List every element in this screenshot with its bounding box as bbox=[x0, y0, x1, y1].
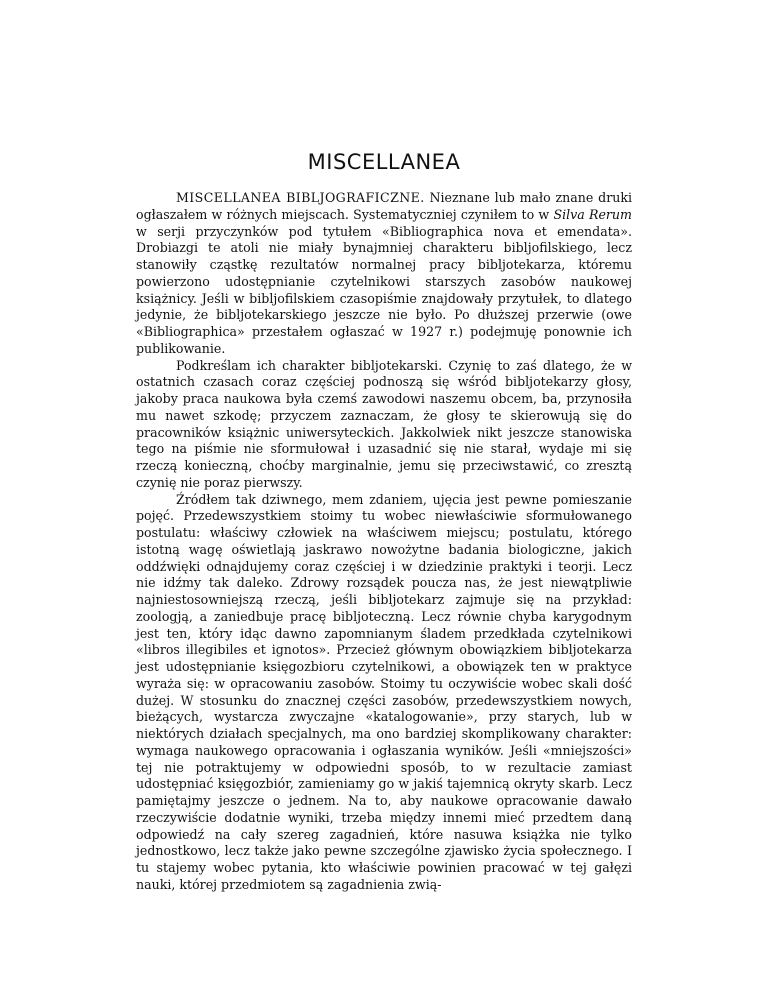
paragraph-1 bbox=[136, 190, 632, 358]
periodical-title: Silva Rerum bbox=[553, 206, 632, 222]
article-body bbox=[136, 190, 632, 894]
paragraph-2: Podkreślam ich charakter bibljotekarski. Czynię to zaś dlatego, że w ostatnich czasach coraz częściej podnoszą się wśród bibljotekarzy głosy, jakoby praca naukowa była czemś zawodowi naszemu obcem, ba, przynosiła mu nawet szkodę; przyczem zaznaczam, że głosy te skierowują się do pracowników książnic uniwersyteckich. Jakkolwiek nikt jeszcze stanowiska tego na piśmie nie sformułował i uzasadnić się nie starał, wydaje mi się rzeczą konieczną, choćby marginalnie, jemu się przeciwstawić, co zresztą czynię nie poraz pierwszy. bbox=[136, 357, 632, 490]
paragraph-1-text-a: Nieznane lub mało znane druki ogłaszałem w różnych miejscach. Systematyczniej czyniłem to w bbox=[136, 190, 632, 222]
paragraph-1-text-b: w serji przyczynków pod tytułem «Bibliographica nova et emendata». Drobiazgi te atoli nie miały bynajmniej charakteru bibljofilskiego, lecz stanowiły cząstkę rezultatów normalnej pracy bibljotekarza, któremu powierzono udostępnianie czytelnikowi starszych zasobów naukowej książnicy. Jeśli w bibljofilskiem czasopiśmie znajdowały przytułek, to dlatego jedynie, że bibljotekarskiego jeszcze nie było. Po dłuższej przerwie (owe «Bibliographica» przestałem ogłaszać w 1927 r.) podejmuję ponownie ich publikowanie. bbox=[136, 223, 632, 356]
article-title: MISCELLANEA BIBLJOGRAFICZNE. bbox=[176, 190, 425, 205]
section-heading: MISCELLANEA bbox=[307, 150, 461, 174]
paragraph-3: Źródłem tak dziwnego, mem zdaniem, ujęcia jest pewne pomieszanie pojęć. Przedewszystkiem stoimy tu wobec niewłaściwie sformułowanego postulatu: właściwy człowiek na właściwem miejscu; postulatu, którego istotną wagę oświetlają jaskrawo nowożytne badania biologiczne, jakich oddźwięki odnajdujemy coraz częściej i w dziedzinie praktyki i teorji. Lecz nie idźmy tak daleko. Zdrowy rozsądek poucza nas, że jest niewątpliwie najniestosowniejszą rzeczą, jeśli bibljotekarz zajmuje się na przykład: zoologją, a zaniedbuje pracę bibljoteczną. Lecz równie chyba karygodnym jest ten, który idąc dawno zapomnianym śladem przedkłada czytelnikowi «libros illegibiles et ignotos». Przecież głównym obowiązkiem bibljotekarza jest udostępnianie księgozbioru czytelnikowi, a obowiązek ten w praktyce wyraża się: w opracowaniu zasobów. Stoimy tu oczywiście wobec skali dość dużej. W stosunku do znacznej części zasobów, przedewszystkiem nowych, bieżących, wystarcza zwyczajne «katalogowanie», przy starych, lub w niektórych działach specjalnych, ma ono bardziej skomplikowany charakter: wymaga naukowego opracowania i ogłaszania wyników. Jeśli «mniejszości» tej nie potraktujemy w odpowiedni sposób, to w rezultacie zamiast udostępniać księgozbiór, zamieniamy go w jakiś tajemnicą okryty skarb. Lecz pamiętajmy jeszcze o jednem. Na to, aby naukowe opracowanie dawało rzeczywiście dodatnie wyniki, trzeba między innemi mieć przedtem daną odpowiedź na cały szereg zagadnień, które nasuwa książka nie tylko jednostkowo, lecz także jako pewne szczególne zjawisko życia społecznego. I tu stajemy wobec pytania, kto właściwie powinien pracować w tej gałęzi nauki, której przedmiotem są zagadnienia zwią- bbox=[136, 491, 632, 892]
